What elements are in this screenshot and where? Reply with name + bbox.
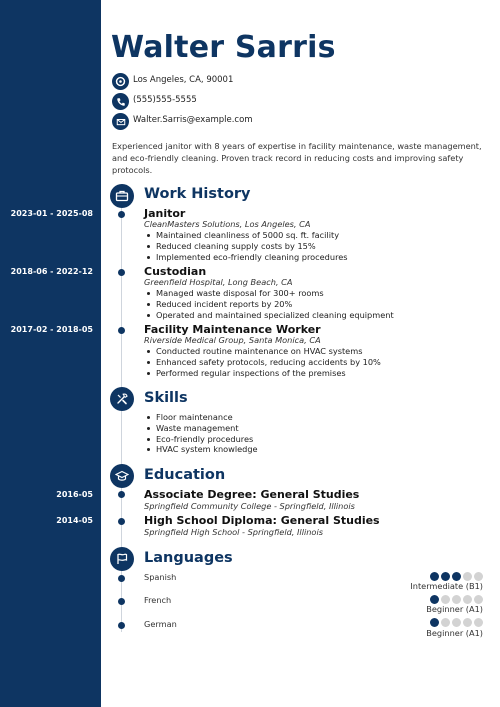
job-dates: 2023-01 - 2025-08 bbox=[10, 209, 93, 218]
job-dates: 2017-02 - 2018-05 bbox=[10, 325, 93, 334]
rating-dot-empty bbox=[474, 618, 483, 627]
rating-dot-filled bbox=[441, 572, 450, 581]
education-school: Springfield Community College - Springfield, Illinois bbox=[144, 501, 355, 511]
education-title: Education bbox=[144, 467, 226, 483]
job-dates: 2018-06 - 2022-12 bbox=[10, 267, 93, 276]
rating-dot-empty bbox=[441, 618, 450, 627]
rating-dot-empty bbox=[474, 595, 483, 604]
education-date: 2016-05 bbox=[56, 490, 93, 499]
job-bullet: Maintained cleanliness of 5000 sq. ft. facility bbox=[144, 230, 348, 241]
education-degree: High School Diploma: General Studies bbox=[144, 514, 380, 527]
education-degree: Associate Degree: General Studies bbox=[144, 488, 360, 501]
skill-item: Floor maintenance bbox=[144, 412, 258, 423]
education-date: 2014-05 bbox=[56, 516, 93, 525]
language-level: Intermediate (B1) bbox=[410, 581, 483, 591]
language-name: French bbox=[144, 595, 172, 605]
phone-text: (555)555-5555 bbox=[133, 95, 197, 105]
sidebar bbox=[0, 0, 101, 707]
tools-icon bbox=[110, 387, 134, 411]
job-title: Janitor bbox=[144, 207, 186, 220]
candidate-name: Walter Sarris bbox=[111, 30, 336, 65]
skill-item: HVAC system knowledge bbox=[144, 444, 258, 455]
language-rating bbox=[363, 572, 483, 581]
education-school: Springfield High School - Springfield, Illinois bbox=[144, 527, 323, 537]
skill-item: Waste management bbox=[144, 423, 258, 434]
language-name: German bbox=[144, 619, 177, 629]
language-level: Beginner (A1) bbox=[426, 628, 483, 638]
email-icon bbox=[112, 113, 129, 130]
language-name: Spanish bbox=[144, 572, 177, 582]
language-level: Beginner (A1) bbox=[426, 604, 483, 614]
job-bullet: Reduced cleaning supply costs by 15% bbox=[144, 241, 348, 252]
language-rating bbox=[363, 618, 483, 627]
job-bullets bbox=[144, 346, 381, 378]
job-bullet: Enhanced safety protocols, reducing accidents by 10% bbox=[144, 357, 381, 368]
skills-list bbox=[144, 412, 258, 455]
skills-title: Skills bbox=[144, 390, 188, 406]
job-bullet: Implemented eco-friendly cleaning procedures bbox=[144, 252, 348, 263]
rating-dot-empty bbox=[452, 618, 461, 627]
job-bullet: Conducted routine maintenance on HVAC systems bbox=[144, 346, 381, 357]
rating-dot-empty bbox=[474, 572, 483, 581]
rating-dot-empty bbox=[463, 618, 472, 627]
rating-dot-empty bbox=[441, 595, 450, 604]
job-bullet: Reduced incident reports by 20% bbox=[144, 299, 394, 310]
location-icon bbox=[112, 73, 129, 90]
languages-title: Languages bbox=[144, 550, 233, 566]
job-title: Custodian bbox=[144, 265, 207, 278]
rating-dot-filled bbox=[430, 595, 439, 604]
job-bullet: Managed waste disposal for 300+ rooms bbox=[144, 288, 394, 299]
timeline-dot bbox=[118, 575, 125, 582]
timeline-dot bbox=[118, 491, 125, 498]
work-history-title: Work History bbox=[144, 186, 251, 202]
language-rating bbox=[363, 595, 483, 604]
job-company: Riverside Medical Group, Santa Monica, CA bbox=[144, 335, 321, 345]
job-bullets bbox=[144, 230, 348, 262]
timeline-dot bbox=[118, 269, 125, 276]
rating-dot-empty bbox=[452, 595, 461, 604]
timeline-dot bbox=[118, 518, 125, 525]
rating-dot-filled bbox=[430, 572, 439, 581]
timeline-dot bbox=[118, 598, 125, 605]
job-company: Greenfield Hospital, Long Beach, CA bbox=[144, 277, 293, 287]
job-company: CleanMasters Solutions, Los Angeles, CA bbox=[144, 219, 311, 229]
briefcase-icon bbox=[110, 184, 134, 208]
flag-icon bbox=[110, 547, 134, 571]
timeline-dot bbox=[118, 622, 125, 629]
job-title: Facility Maintenance Worker bbox=[144, 323, 321, 336]
timeline-dot bbox=[118, 211, 125, 218]
graduation-cap-icon bbox=[110, 464, 134, 488]
professional-summary: Experienced janitor with 8 years of expertise in facility maintenance, waste management, and eco-friendly cleaning. Proven track record in reducing costs and improving safety protocols. bbox=[112, 141, 482, 175]
rating-dot-filled bbox=[430, 618, 439, 627]
skill-item: Eco-friendly procedures bbox=[144, 434, 258, 445]
rating-dot-empty bbox=[463, 595, 472, 604]
rating-dot-empty bbox=[463, 572, 472, 581]
email-text: Walter.Sarris@example.com bbox=[133, 115, 253, 125]
timeline-dot bbox=[118, 327, 125, 334]
location-text: Los Angeles, CA, 90001 bbox=[133, 75, 234, 85]
phone-icon bbox=[112, 93, 129, 110]
job-bullet: Operated and maintained specialized cleaning equipment bbox=[144, 310, 394, 321]
job-bullets bbox=[144, 288, 394, 320]
rating-dot-filled bbox=[452, 572, 461, 581]
job-bullet: Performed regular inspections of the premises bbox=[144, 368, 381, 379]
